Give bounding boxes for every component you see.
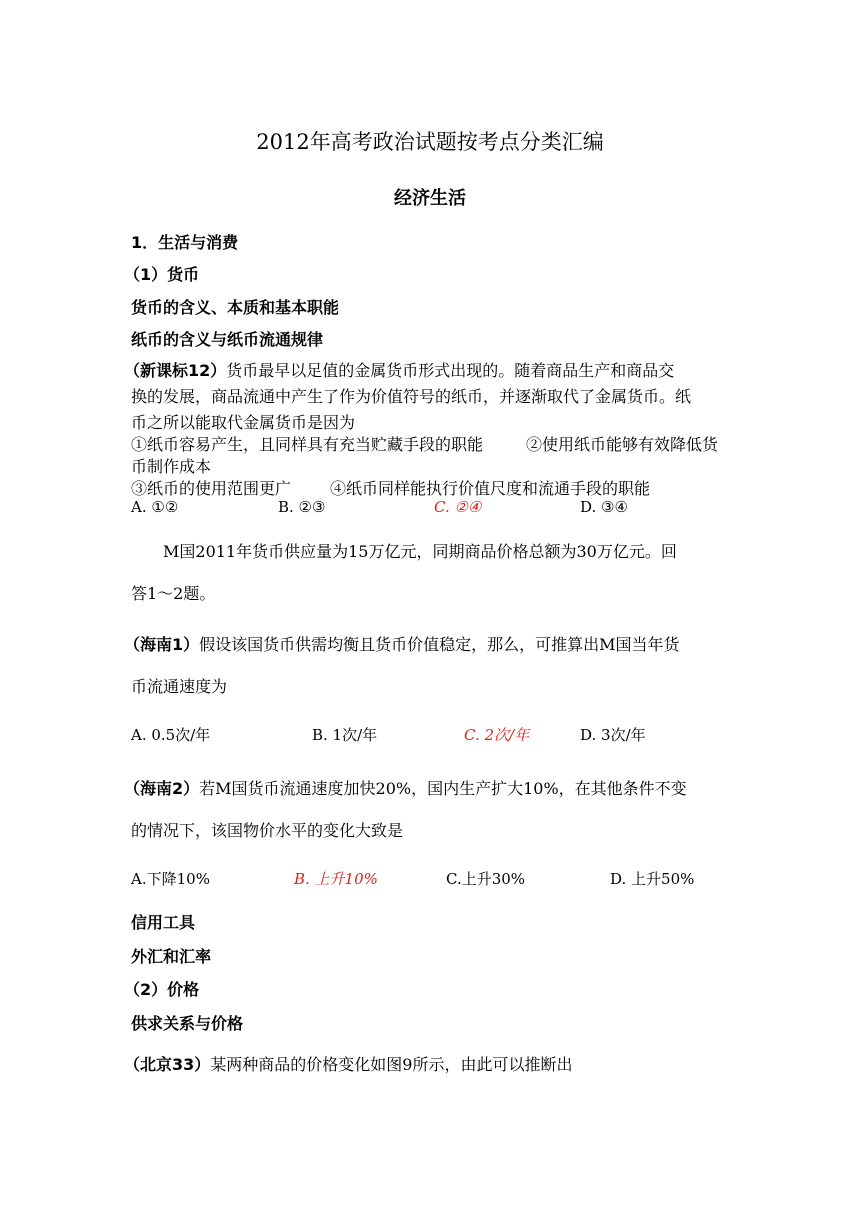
intro-line1: M国2011年货币供应量为15万亿元，同期商品价格总额为30万亿元。回 [163, 542, 677, 561]
q2-option-c-answer: C. 2次/年 [464, 726, 530, 744]
q2-line1: （海南1）假设该国货币供需均衡且货币价值稳定，那么，可推算出M国当年货 [124, 635, 680, 654]
q2-line2: 币流通速度为 [131, 677, 228, 696]
q2-option-b: B. 1次/年 [312, 726, 378, 744]
heading-supply-demand: 供求关系与价格 [131, 1014, 244, 1033]
heading-credit-tools: 信用工具 [131, 913, 196, 932]
document-subtitle: 经济生活 [394, 188, 466, 209]
q3-option-d: D. 上升50% [610, 870, 695, 888]
q3-source: （海南2） [124, 779, 200, 798]
q1-line1: （新课标12）货币最早以足值的金属货币形式出现的。随着商品生产和商品交 [124, 361, 675, 380]
q1-option-a: A. ①② [131, 498, 179, 516]
q1-option-b: B. ②③ [278, 498, 326, 516]
q3-option-c: C.上升30% [446, 870, 526, 888]
q4-source: （北京33） [124, 1055, 211, 1074]
q1-item2-cont: 币制作成本 [131, 457, 212, 476]
document-title: 2012年高考政治试题按考点分类汇编 [256, 130, 604, 154]
q3-option-b-answer: B. 上升10% [294, 870, 378, 888]
heading-paper-money: 纸币的含义与纸币流通规律 [131, 330, 324, 349]
heading-currency-functions: 货币的含义、本质和基本职能 [131, 298, 340, 317]
intro-line2: 答1～2题。 [131, 584, 216, 603]
q1-item3: ③纸币的使用范围更广 [131, 479, 292, 498]
q1-item1: ①纸币容易产生，且同样具有充当贮藏手段的职能 [131, 435, 484, 454]
q1-line2: 换的发展，商品流通中产生了作为价值符号的纸币，并逐渐取代了金属货币。纸 [131, 387, 692, 406]
q1-source: （新课标12） [124, 361, 227, 380]
heading-currency: （1）货币 [124, 265, 200, 284]
q1-item2: ②使用纸币能够有效降低货 [526, 435, 719, 454]
q3-line2: 的情况下，该国物价水平的变化大致是 [131, 821, 404, 840]
q2-option-a: A. 0.5次/年 [131, 726, 211, 744]
q3-line1: （海南2）若M国货币流通速度加快20%，国内生产扩大10%，在其他条件不变 [124, 779, 687, 798]
heading-price: （2）价格 [124, 980, 200, 999]
heading-forex: 外汇和汇率 [131, 947, 212, 966]
q1-option-d: D. ③④ [580, 498, 628, 516]
q3-option-a: A.下降10% [131, 870, 210, 888]
q2-option-d: D. 3次/年 [580, 726, 646, 744]
heading-life-consumption: 1．生活与消费 [131, 233, 239, 252]
q2-source: （海南1） [124, 635, 200, 654]
q4-line1: （北京33）某两种商品的价格变化如图9所示，由此可以推断出 [124, 1055, 573, 1074]
q1-line3: 币之所以能取代金属货币是因为 [131, 413, 356, 432]
q1-item4: ④纸币同样能执行价值尺度和流通手段的职能 [330, 479, 651, 498]
q1-option-c-answer: C. ②④ [434, 498, 482, 516]
